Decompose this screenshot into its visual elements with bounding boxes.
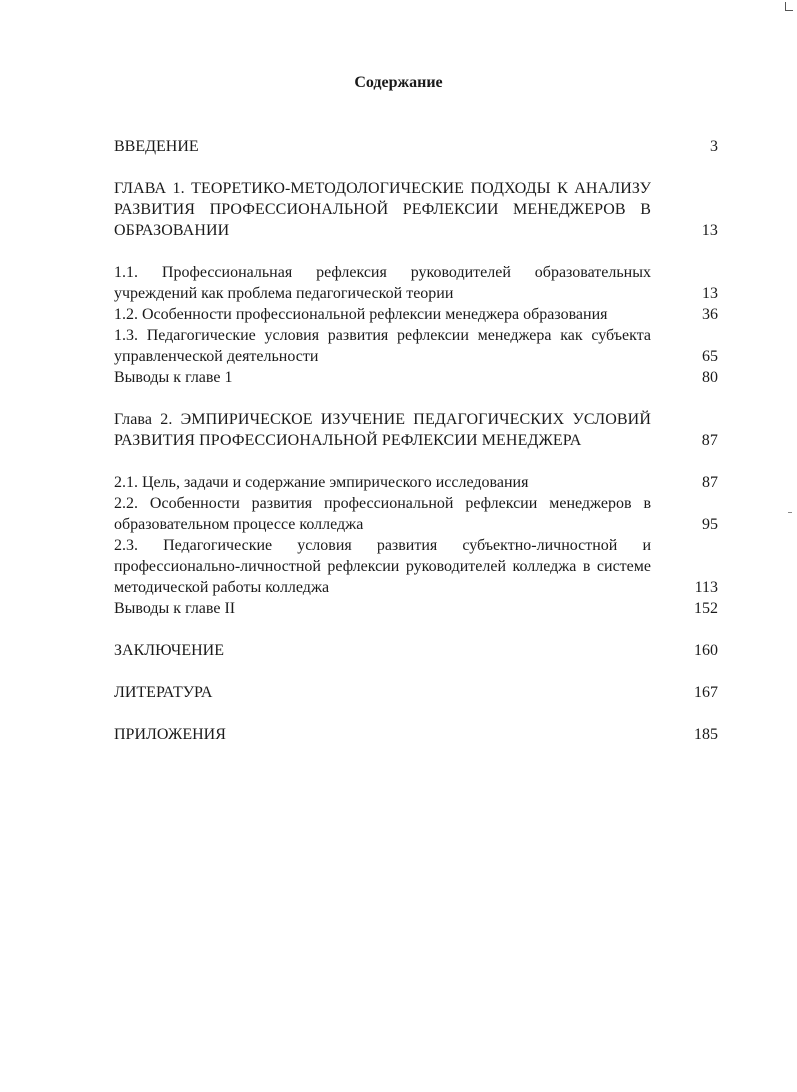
toc-entry-text: 2.2. Особенности развития профессиональной рефлексии менеджеров в образовательном процессе колледжа	[114, 495, 651, 533]
toc-entry-text: 2.3. Педагогические условия развития субъектно-личностной и профессионально-личностной рефлексии руководителей колледжа в системе методической работы колледжа	[114, 537, 651, 596]
toc-page-number: 87	[702, 474, 718, 491]
toc-entry-text: Выводы к главе II	[114, 600, 236, 617]
toc-entry-text: 1.2. Особенности профессиональной рефлексии менеджера образования	[114, 306, 608, 323]
toc-entry-section-1-1	[114, 262, 718, 304]
toc-entry-chapter-2	[114, 409, 718, 451]
toc-page-number: 95	[702, 516, 718, 533]
toc-page-number: 152	[694, 600, 718, 617]
toc-page-number: 87	[701, 432, 718, 449]
toc-entry-text: 1.3. Педагогические условия развития рефлексии менеджера как субъекта управленческой деятельности	[114, 327, 651, 365]
toc-entry-conclusions-2	[114, 598, 718, 619]
toc-entry-section-2-3	[114, 535, 718, 598]
page-title: Содержание	[354, 74, 443, 91]
toc-entry-section-2-2	[114, 493, 718, 535]
toc-entry-literature	[114, 682, 718, 703]
toc-entry-text: ГЛАВА 1. ТЕОРЕТИКО-МЕТОДОЛОГИЧЕСКИЕ ПОДХОДЫ К АНАЛИЗУ РАЗВИТИЯ ПРОФЕССИОНАЛЬНОЙ РЕФЛЕКСИИ МЕНЕДЖЕРОВ В ОБРАЗОВАНИИ	[114, 180, 651, 239]
toc-page-number: 13	[702, 285, 718, 302]
toc-entry-section-1-2	[114, 304, 718, 325]
toc-page-number: 113	[694, 579, 718, 596]
toc-entry-text: 2.1. Цель, задачи и содержание эмпирического исследования	[114, 474, 529, 491]
toc-entry-section-2-1	[114, 472, 718, 493]
toc-page-number: 167	[694, 684, 718, 701]
toc-entry-text: Выводы к главе 1	[114, 369, 233, 386]
toc-page-number: 80	[702, 369, 718, 386]
toc-entry-introduction	[114, 136, 718, 157]
table-of-contents	[114, 136, 718, 745]
toc-entry-text: ЛИТЕРАТУРА	[114, 684, 213, 701]
corner-mark	[785, 2, 793, 11]
toc-entry-section-1-3	[114, 325, 718, 367]
toc-entry-conclusion	[114, 640, 718, 661]
toc-page-number: 65	[702, 348, 718, 365]
toc-entry-text: 1.1. Профессиональная рефлексия руководителей образовательных учреждений как проблема педагогической теории	[114, 264, 651, 302]
toc-entry-conclusions-1	[114, 367, 718, 388]
toc-entry-appendices	[114, 724, 718, 745]
toc-page-number: 3	[710, 138, 718, 155]
toc-entry-text: ПРИЛОЖЕНИЯ	[114, 726, 226, 743]
toc-page-number: 185	[694, 726, 718, 743]
toc-page-number: 13	[701, 222, 718, 239]
scan-mark	[788, 512, 792, 513]
toc-entry-text: Глава 2. ЭМПИРИЧЕСКОЕ ИЗУЧЕНИЕ ПЕДАГОГИЧЕСКИХ УСЛОВИЙ РАЗВИТИЯ ПРОФЕССИОНАЛЬНОЙ РЕФЛЕКСИИ МЕНЕДЖЕРА	[114, 411, 651, 449]
toc-page-number: 160	[694, 642, 718, 659]
toc-entry-text: ВВЕДЕНИЕ	[114, 138, 199, 155]
toc-entry-chapter-1	[114, 178, 718, 241]
toc-entry-text: ЗАКЛЮЧЕНИЕ	[114, 642, 224, 659]
toc-page-number: 36	[702, 306, 718, 323]
